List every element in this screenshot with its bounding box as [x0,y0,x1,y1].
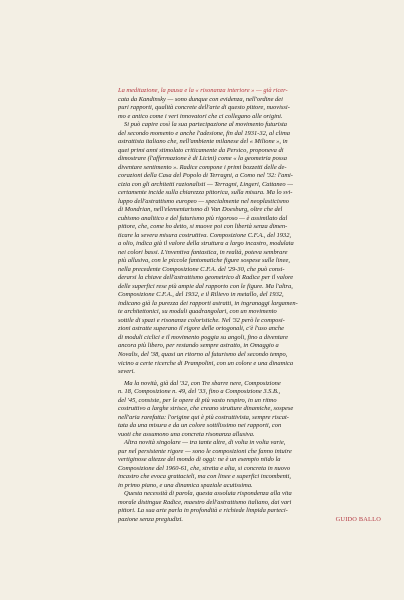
paragraph-2-line: derarsi la chiave dell'astrattismo geometrico di Radice per il valore [118,274,294,282]
paragraph-3-line: Ma la novità, già dal '32, con Tre sbarre nere, Composizione [124,379,281,387]
paragraph-2-line: di moduli ciclici e il movimento poggia su angoli, fino a diventare [118,333,288,341]
paragraph-2-line: nei colori bassi. L'inventiva fantastica, in realtà, poteva sembrare [118,248,288,256]
final-line: pazione senza pregiudizi. [118,515,184,523]
paragraph-1 [118,87,381,121]
essay-text-block [118,87,381,524]
paragraph-2-line: cizia con gli architetti razionalisti — Terragni, Lingeri, Cattaneo — [118,180,293,188]
paragraph-2-line: nella precedente Composizione C.F.A. del '29-30, che può consi- [118,265,285,273]
paragraph-2-line: quei primi anni stimolato criticamente da Persico, proponeva di [118,146,284,154]
paragraph-2-line: corazioni della Casa del Popolo di Terragni, a Como nel '32: l'ami- [118,172,293,180]
paragraph-3-line: tata da una misura e da un colore sottilissimo nei rapporti, con [118,422,282,430]
paragraph-4-line: vertiginose altezze del mondo di oggi: ne è un esempio niido la [118,456,281,464]
paragraph-1-line: puri rapporti, qualità concrete dell'arte di questo pittore, nuovissi- [118,104,290,112]
author-signature: GUIDO BALLO [335,515,381,523]
paragraph-1-line: cata da Kandinsky — sono dunque con evidenza, nell'ordine dei [118,95,283,103]
paragraph-3 [118,380,381,440]
paragraph-2-line: diventare sentimento ». Radice compone i primi bozzetti delle de- [118,163,287,171]
paragraph-5 [118,490,381,524]
paragraph-4-line: pur nel persistente rigore — sono le composizioni che fanno intuire [118,447,292,455]
paragraph-4-line: Altra novità singolare — tra tante altre, di volta in volta varie, [124,439,286,447]
paragraph-2-line: certamente incide sulla chiarezza pittorica, sulla misura. Ma lo svi- [118,189,293,197]
signature-row [118,516,381,525]
paragraph-2-line: astrattista italiano che, nell'ambiente milanese del « Milione », in [118,138,288,146]
paragraph-5-line: pittori. La sua arte parla in profondità e richiede limpida parteci- [118,507,288,515]
paragraph-3-line: costruttivo a larghe strisce, che creano strutture dinamiche, sospese [118,405,294,413]
paragraph-2-line: più allusiva, con le piccole fantomatiche figure sospese sulle linee, [118,257,290,265]
paragraph-1-red-line: La meditazione, la pausa e la « risonanza interiore » — già ricer- [118,87,288,94]
paragraph-2-line: a olio, indica già il valore della struttura a largo incastro, modulata [118,240,294,248]
paragraph-2-line: luppo dell'astrattismo europeo — specialmente nel neoplasticismo [118,197,289,205]
paragraph-4-line: incastro che evoca grattacieli, ma con linee e superfici incombenti, [118,473,291,481]
paragraph-5-line: Questa necessità di parola, questa assoluta rispondenza alla vita [124,490,292,498]
paragraph-2-line: dimostrare (l'affermazione è di Licini) come « la geometria possa [118,155,288,163]
paragraph-2-line: sottile di spazi e risonanze coloristiche. Nel '32 però le composi- [118,316,285,324]
paragraph-2-line: cubismo analitico e del futurismo più rigoroso — è assimilato dal [118,214,288,222]
paragraph-3-line: n. 18, Composizione n. 49, del '33, fino a Composizione 3.S.B., [118,388,281,396]
paragraph-2-line: ticare la severa misura costruttiva. Composizione C.F.A., del 1932, [118,231,292,239]
paragraph-2-line: pittore, che, come ho detto, si muove poi con libertà senza dimen- [118,223,288,231]
paragraph-2-line: zioni astratte superano il rigore delle ortogonali, c'è l'uso anche [118,325,284,333]
paragraph-3-line: vuoti che assumono una concreta risonanza allusiva. [118,430,255,438]
paragraph-2-line: vicino a certe ricerche di Prampolini, con un colore e una dinamica [118,359,294,367]
paragraph-1-line: mo e antico come i veri innovatori che ci collegano alle origini. [118,112,283,120]
paragraph-2-line: del secondo momento e anche l'adesione, fin dal 1931-32, al clima [118,129,290,137]
paragraph-2-line: severi. [118,368,135,376]
paragraph-2-line: ancora più libero, per restando sempre astratto, in Omaggio a [118,342,279,350]
paragraph-2-line: delle superfici rese più ampie dal rapporto con le figure. Ma l'altra, [118,282,293,290]
paragraph-2 [118,121,381,376]
paragraph-5-line: morale distingue Radice, maestro dell'astrattismo italiano, dai vari [118,498,292,506]
paragraph-2-line: indicano già la purezza dei rapporti astratti, in ingranaggi largamen- [118,299,298,307]
paragraph-3-line: nell'aria rarefatta: l'origine qui è più costruttivista, sempre riscat- [118,413,289,421]
paragraph-2-line: Composizione C.F.A., del 1932, e il Rilievo in metallo, del 1932, [118,291,284,299]
paragraph-4-line: in primo piano, e una dinamica spaziale acutissima. [118,481,253,489]
paragraph-2-line: Novalis, del '38, quasi un ritorno al futurismo del secondo tempo, [118,350,288,358]
paragraph-2-line: te architettonici, su moduli quadrangolari, con un movimento [118,308,277,316]
paragraph-3-line: del '45, consiste, per le opere di più vasto respiro, in un ritmo [118,396,277,404]
paragraph-4-line: Composizione del 1960-61, che, stretta e alta, si concreta in nuovo [118,464,291,472]
paragraph-4 [118,439,381,490]
paragraph-2-line: di Mondrian, nell'elementarismo di Van Doesburg, oltre che del [118,206,283,214]
paragraph-2-line: Si può capire così la sua partecipazione al movimento futurista [124,121,288,129]
